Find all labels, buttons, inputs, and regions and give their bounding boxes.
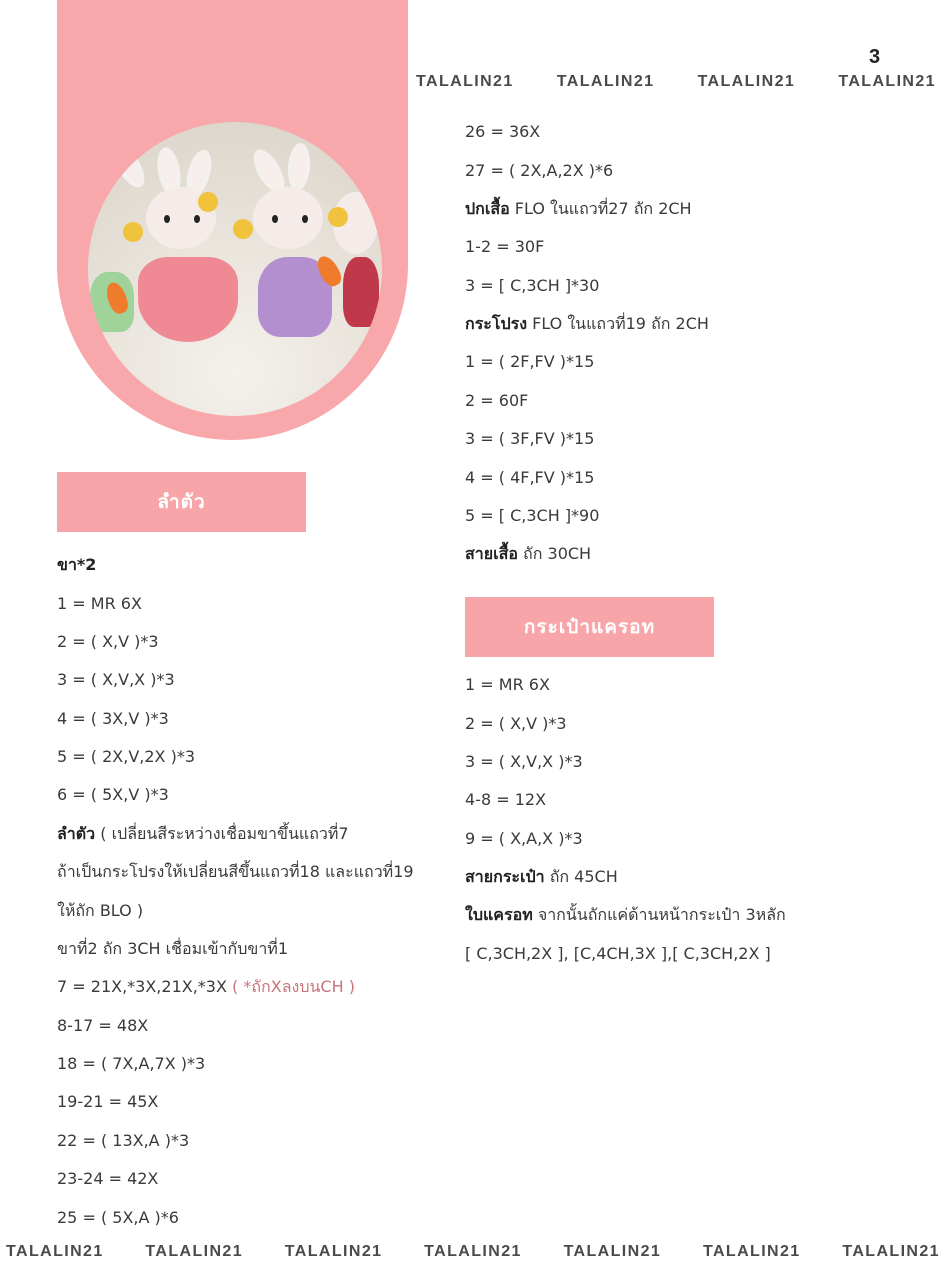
watermark-text: TALALIN21 [563, 1243, 662, 1260]
row-instruction: 1-2 = 30F [465, 237, 545, 257]
row-instruction: 19-21 = 45X [57, 1092, 159, 1112]
row-instruction: 7 = 21X,*3X,21X,*3X [57, 977, 233, 997]
pattern-row [57, 1083, 457, 1121]
row-instruction: 2 = 60F [465, 390, 529, 410]
pattern-row [465, 781, 935, 819]
row-instruction: ให้ถัก BLO ) [57, 900, 144, 920]
body-pattern-list [57, 546, 457, 1237]
pattern-row [465, 704, 935, 742]
pattern-row [465, 228, 935, 266]
pattern-row [465, 820, 935, 858]
row-instruction: FLO ในแถวที่27 ถัก 2CH [509, 198, 692, 218]
pattern-row [57, 1007, 457, 1045]
pattern-row [465, 420, 935, 458]
row-instruction: 22 = ( 13X,A )*3 [57, 1130, 190, 1150]
pattern-row [465, 343, 935, 381]
pattern-row [465, 190, 935, 228]
row-instruction: ถัก 30CH [517, 544, 592, 564]
pattern-row [57, 815, 457, 853]
pattern-row [465, 743, 935, 781]
section-header-body: ลำตัว [57, 472, 306, 532]
watermark-text: TALALIN21 [838, 73, 936, 90]
page-number: 3 [869, 46, 881, 68]
collar-skirt-pattern-list [465, 113, 935, 574]
watermark-text: TALALIN21 [6, 1243, 104, 1260]
pattern-row [57, 661, 457, 699]
watermark-text: TALALIN21 [556, 73, 655, 90]
pattern-row [57, 1122, 457, 1160]
pattern-row [465, 497, 935, 535]
watermark-text: TALALIN21 [842, 1243, 940, 1260]
row-instruction: 4 = ( 3X,V )*3 [57, 708, 169, 728]
row-instruction: 3 = [ C,3CH ]*30 [465, 275, 600, 295]
watermark-top [416, 73, 936, 91]
pattern-row [57, 968, 457, 1006]
row-instruction: ถัก 45CH [544, 867, 618, 887]
row-instruction: 26 = 36X [465, 122, 541, 142]
row-instruction: 5 = [ C,3CH ]*90 [465, 505, 600, 525]
row-instruction: ( เปลี่ยนสีระหว่างเชื่อมขาขึ้นแถวที่7 [95, 823, 349, 843]
row-instruction: 3 = ( X,V,X )*3 [465, 751, 583, 771]
bunny-dolls-photo [88, 122, 382, 416]
pattern-row [465, 858, 935, 896]
pattern-row [57, 891, 457, 929]
row-instruction: 3 = ( X,V,X )*3 [57, 670, 175, 690]
row-instruction: FLO ในแถวที่19 ถัก 2CH [527, 314, 709, 334]
row-instruction: 23-24 = 42X [57, 1169, 159, 1189]
pattern-row [465, 113, 935, 151]
row-instruction: 25 = ( 5X,A )*6 [57, 1207, 179, 1227]
pattern-row [465, 305, 935, 343]
row-instruction: 4-8 = 12X [465, 790, 547, 810]
watermark-text: TALALIN21 [416, 73, 514, 90]
row-label: ขา*2 [57, 555, 97, 575]
pattern-row [57, 853, 457, 891]
pattern-row [465, 896, 935, 934]
pattern-row [57, 584, 457, 622]
watermark-text: TALALIN21 [697, 73, 796, 90]
pattern-row [465, 267, 935, 305]
pattern-row [465, 458, 935, 496]
row-instruction: 1 = ( 2F,FV )*15 [465, 352, 595, 372]
row-instruction: จากนั้นถักแค่ด้านหน้ากระเป๋า 3หลัก [532, 905, 786, 925]
row-instruction: 2 = ( X,V )*3 [465, 713, 567, 733]
row-label: ลำตัว [57, 823, 96, 843]
pattern-row [57, 700, 457, 738]
watermark-text: TALALIN21 [145, 1243, 244, 1260]
row-label: กระโปรง [465, 314, 528, 334]
row-instruction: 18 = ( 7X,A,7X )*3 [57, 1054, 206, 1074]
section-header-carrot-bag: กระเป๋าแครอท [465, 597, 714, 657]
pattern-row [57, 623, 457, 661]
pattern-row [57, 738, 457, 776]
row-instruction: 3 = ( 3F,FV )*15 [465, 429, 595, 449]
row-instruction: 2 = ( X,V )*3 [57, 631, 159, 651]
row-instruction: 1 = MR 6X [57, 593, 142, 613]
pattern-row [465, 935, 935, 973]
row-instruction: 27 = ( 2X,A,2X )*6 [465, 160, 614, 180]
row-instruction: 6 = ( 5X,V )*3 [57, 785, 169, 805]
row-instruction: 9 = ( X,A,X )*3 [465, 828, 583, 848]
row-instruction: [ C,3CH,2X ], [C,4CH,3X ],[ C,3CH,2X ] [465, 943, 771, 963]
pattern-row [465, 535, 935, 573]
pattern-row [465, 382, 935, 420]
pattern-row [57, 776, 457, 814]
row-label: ปกเสื้อ [465, 198, 510, 218]
row-instruction: ถ้าเป็นกระโปรงให้เปลี่ยนสีขึ้นแถวที่18 และแถวที่19 [57, 862, 414, 882]
pattern-row [57, 546, 457, 584]
pattern-row [465, 666, 935, 704]
row-instruction: ขาที่2 ถัก 3CH เชื่อมเข้ากับขาที่1 [57, 938, 289, 958]
pattern-row [57, 1045, 457, 1083]
watermark-text: TALALIN21 [284, 1243, 383, 1260]
row-instruction: 4 = ( 4F,FV )*15 [465, 467, 595, 487]
pattern-row [57, 1160, 457, 1198]
pattern-row [57, 1198, 457, 1236]
row-instruction: 5 = ( 2X,V,2X )*3 [57, 747, 195, 767]
row-note: ( *ถักXลงบนCH ) [232, 977, 355, 997]
row-instruction: 1 = MR 6X [465, 675, 550, 695]
pattern-row [57, 930, 457, 968]
watermark-bottom [6, 1243, 940, 1261]
pattern-row [465, 151, 935, 189]
watermark-text: TALALIN21 [702, 1243, 801, 1260]
row-label: สายเสื้อ [465, 544, 518, 564]
row-label: สายกระเป๋า [465, 867, 545, 887]
row-label: ใบแครอท [465, 905, 533, 925]
row-instruction: 8-17 = 48X [57, 1015, 149, 1035]
bag-pattern-list [465, 666, 935, 973]
watermark-text: TALALIN21 [424, 1243, 522, 1260]
